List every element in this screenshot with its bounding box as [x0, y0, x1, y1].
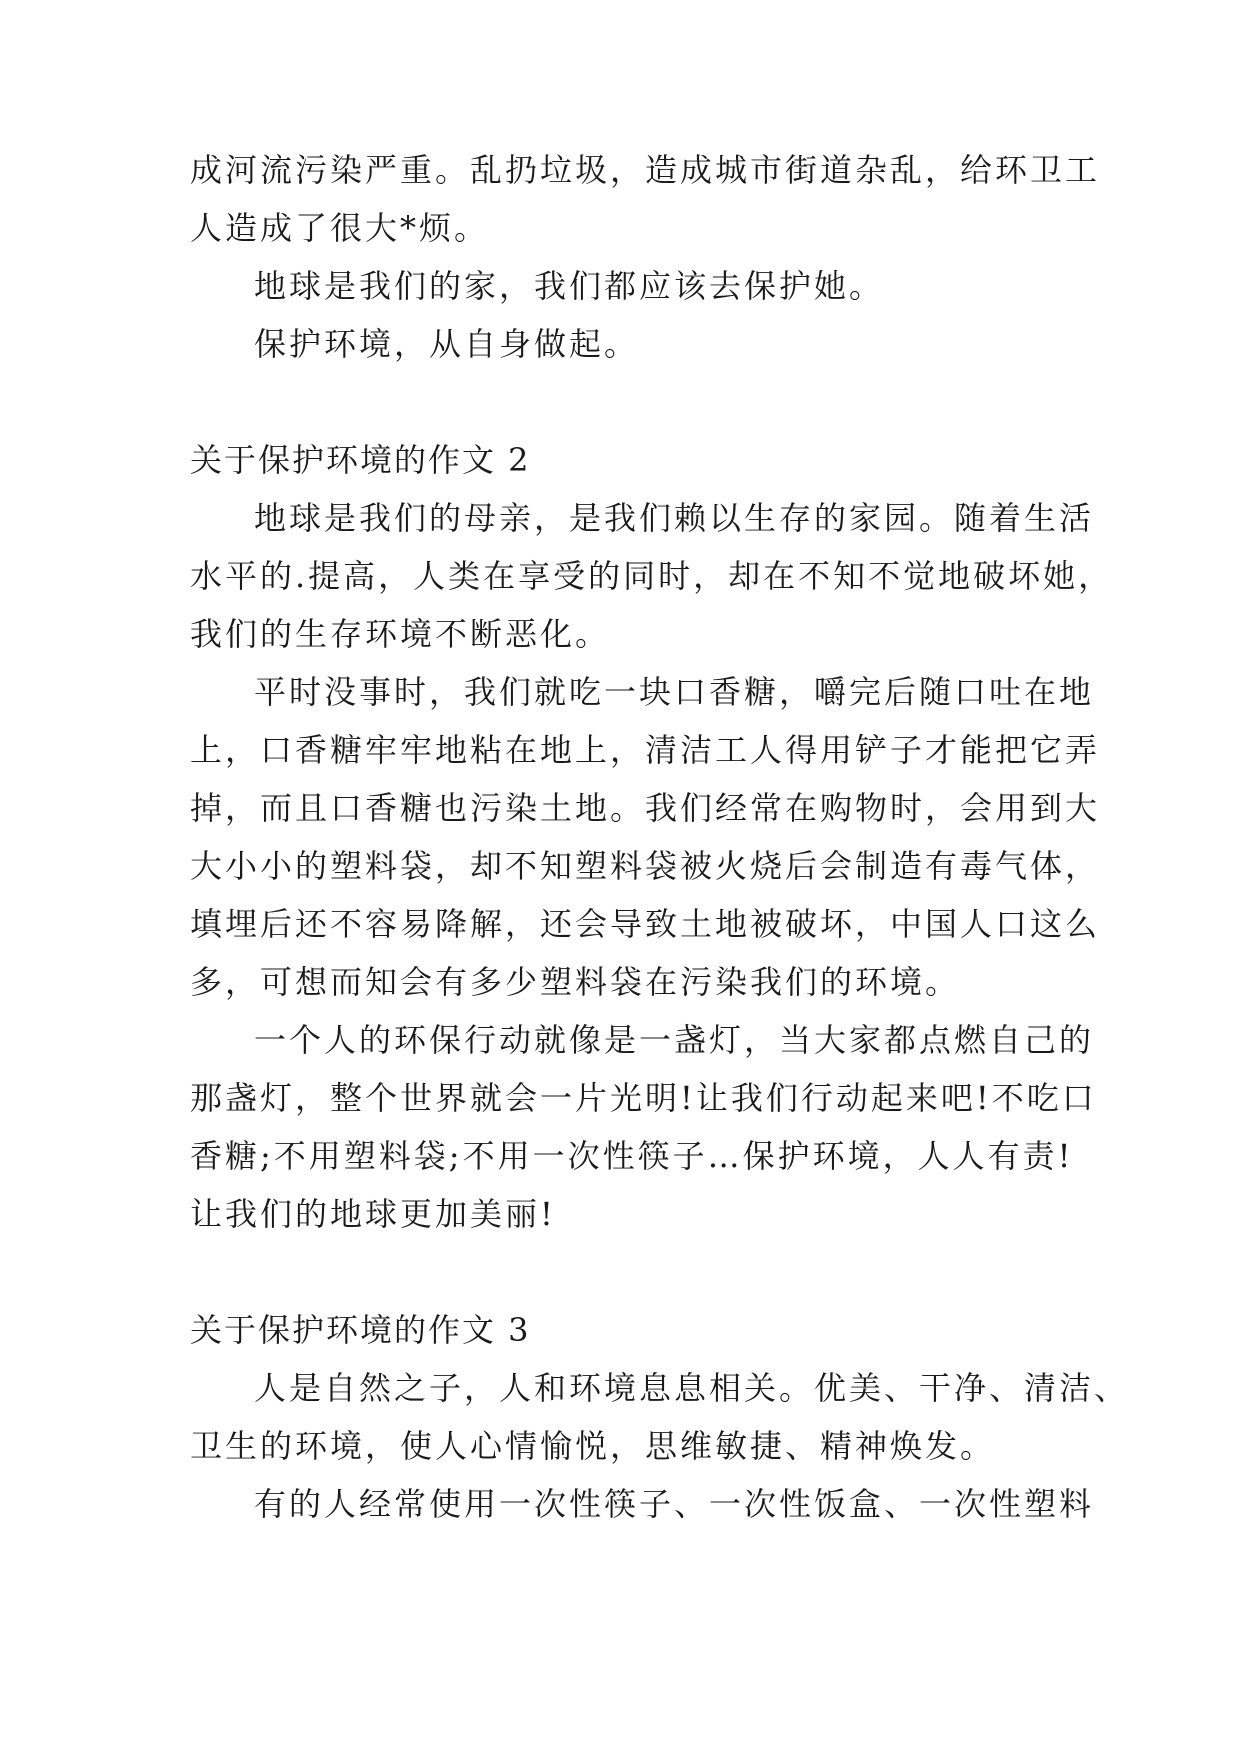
paragraph-line: 填埋后还不容易降解，还会导致土地被破坏，中国人口这么: [190, 905, 1101, 943]
paragraph-line: 人是自然之子，人和环境息息相关。优美、干净、清洁、: [254, 1369, 1130, 1407]
paragraph-line: 卫生的环境，使人心情愉悦，思维敏捷、精神焕发。: [190, 1427, 996, 1465]
paragraph-line: 人造成了很大*烦。: [190, 209, 490, 247]
paragraph-line: 地球是我们的母亲，是我们赖以生存的家园。随着生活: [254, 499, 1095, 537]
paragraph-line: 香糖;不用塑料袋;不用一次性筷子…保护环境，人人有责!: [190, 1137, 1074, 1175]
paragraph-line: 有的人经常使用一次性筷子、一次性饭盒、一次性塑料: [254, 1485, 1095, 1523]
paragraph-line: 掉，而且口香糖也污染土地。我们经常在购物时，会用到大: [190, 789, 1101, 827]
essay-3-title: 关于保护环境的作文 3: [190, 1311, 531, 1349]
essay-2-title: 关于保护环境的作文 2: [190, 441, 531, 479]
paragraph-line: 多，可想而知会有多少塑料袋在污染我们的环境。: [190, 963, 961, 1001]
paragraph-line: 成河流污染严重。乱扔垃圾，造成城市街道杂乱，给环卫工: [190, 151, 1101, 189]
paragraph-line: 大小小的塑料袋，却不知塑料袋被火烧后会制造有毒气体，: [190, 847, 1101, 885]
paragraph-line: 一个人的环保行动就像是一盏灯，当大家都点燃自己的: [254, 1021, 1095, 1059]
paragraph-line: 保护环境，从自身做起。: [254, 325, 640, 363]
paragraph-line: 平时没事时，我们就吃一块口香糖，嚼完后随口吐在地: [254, 673, 1095, 711]
document-page: [190, 0, 1130, 1754]
paragraph-line: 我们的生存环境不断恶化。: [190, 615, 611, 653]
paragraph-line: 上，口香糖牢牢地粘在地上，清洁工人得用铲子才能把它弄: [190, 731, 1101, 769]
paragraph-line: 让我们的地球更加美丽!: [190, 1195, 556, 1233]
paragraph-line: 那盏灯，整个世界就会一片光明!让我们行动起来吧!不吃口: [190, 1079, 1097, 1117]
paragraph-line: 水平的.提高，人类在享受的同时，却在不知不觉地破坏她，: [190, 557, 1114, 595]
paragraph-line: 地球是我们的家，我们都应该去保护她。: [254, 267, 885, 305]
